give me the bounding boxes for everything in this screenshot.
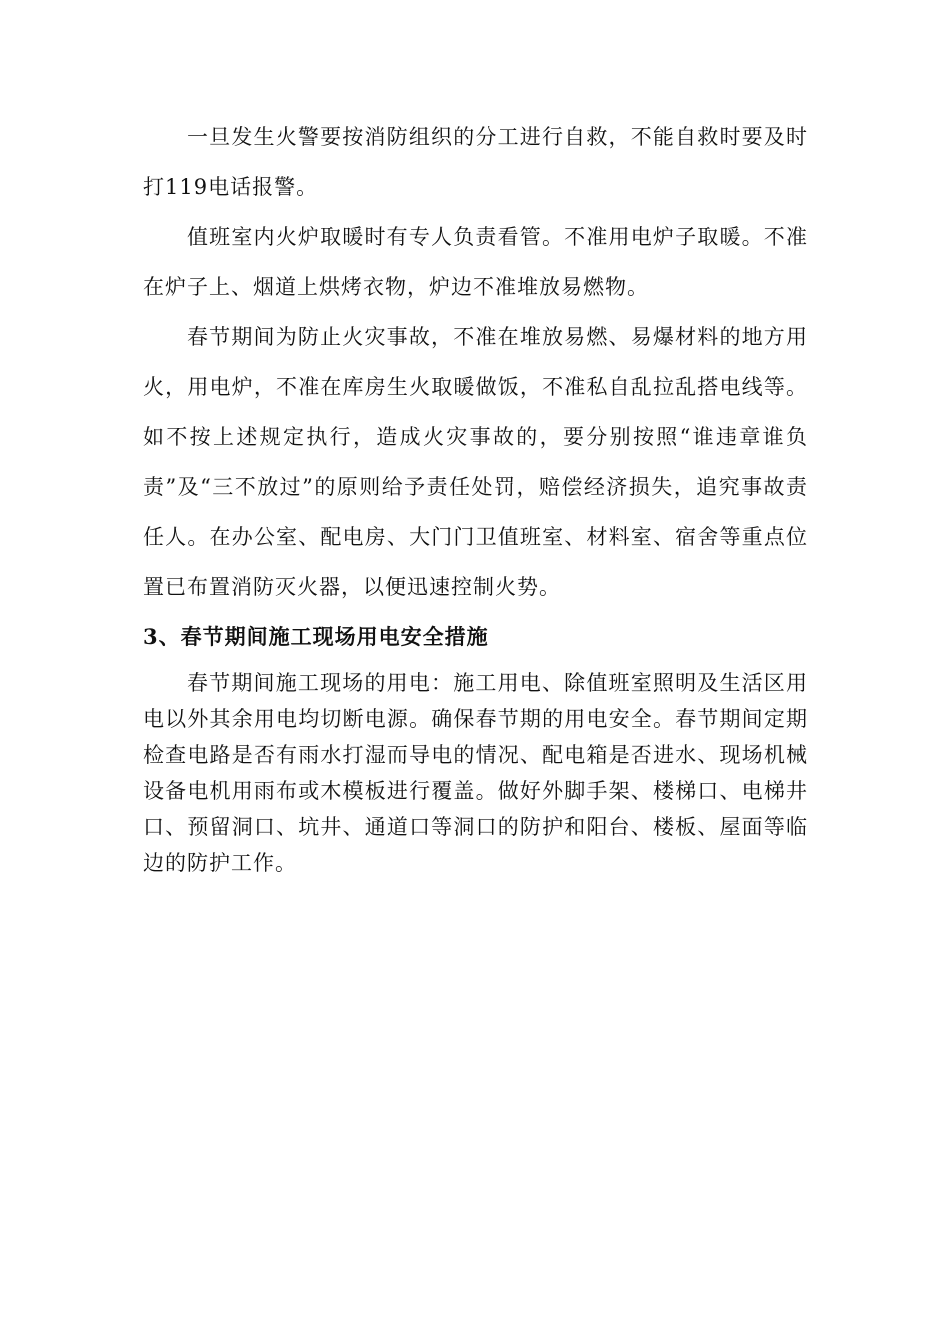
section-heading-electrical-safety: 3、春节期间施工现场用电安全措施 bbox=[143, 624, 489, 649]
paragraph-electrical-safety: 春节期间施工现场的用电：施工用电、除值班室照明及生活区用电以外其余用电均切断电源。确保春节期的用电安全。春节期间定期检查电路是否有雨水打湿而导电的情况、配电箱是否进水、现场机械设备电机用雨布或木模板进行覆盖。做好外脚手架、楼梯口、电梯井口、预留洞口、坑井、通道口等洞口的防护和阳台、楼板、屋面等临边的防护工作。 bbox=[143, 671, 808, 875]
paragraph-fire-alarm: 一旦发生火警要按消防组织的分工进行自救，不能自救时要及时打119电话报警。 bbox=[143, 125, 808, 199]
document-body bbox=[143, 112, 808, 881]
paragraph-duty-room-heating: 值班室内火炉取暖时有专人负责看管。不准用电炉子取暖。不准在炉子上、烟道上烘烤衣物，炉边不准堆放易燃物。 bbox=[143, 225, 808, 299]
paragraph-fire-prevention: 春节期间为防止火灾事故，不准在堆放易燃、易爆材料的地方用火，用电炉，不准在库房生火取暖做饭，不准私自乱拉乱搭电线等。如不按上述规定执行，造成火灾事故的，要分别按照“谁违章谁负责”及“三不放过”的原则给予责任处罚，赔偿经济损失，追究事故责任人。在办公室、配电房、大门门卫值班室、材料室、宿舍等重点位置已布置消防灭火器，以便迅速控制火势。 bbox=[143, 325, 808, 599]
